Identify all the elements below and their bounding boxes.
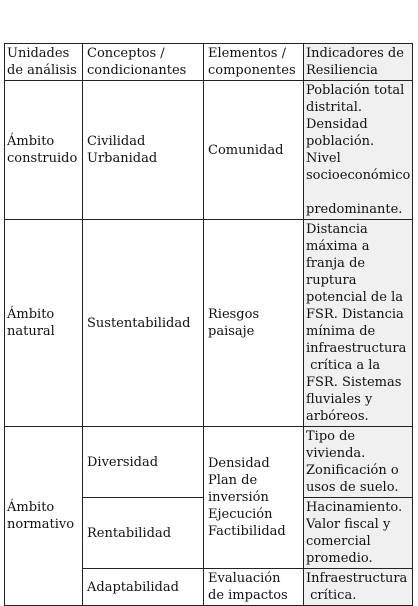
indicadores-diversidad <box>304 427 413 498</box>
indicador-line: crítica. <box>306 588 357 603</box>
elemento-line: Plan de <box>208 473 258 488</box>
indicador-line: usos de suelo. <box>306 480 399 495</box>
indicador-line: FSR. Distancia <box>306 307 404 322</box>
indicadores-natural <box>304 220 413 427</box>
indicadores-construido <box>304 81 413 220</box>
table-header-row <box>5 44 413 81</box>
table-row-construido <box>5 81 413 220</box>
indicador-line: socioeconómico <box>306 168 411 183</box>
indicador-line: ruptura <box>306 273 357 288</box>
indicador-line: población. <box>306 134 375 149</box>
indicador-line: comercial <box>306 534 371 549</box>
indicador-line: Valor fiscal y <box>306 517 391 532</box>
concepto-rentabilidad: Rentabilidad <box>83 498 204 569</box>
ambito-construido: Ámbito construido <box>5 81 83 220</box>
concepto-civilidad: Civilidad <box>87 134 146 149</box>
indicador-line: potencial de la <box>306 290 403 305</box>
indicador-line: Tipo de <box>306 429 356 444</box>
indicador-line: crítica a la <box>306 358 381 373</box>
indicador-line: Infraestructura <box>306 571 408 586</box>
elemento-line: Evaluación <box>208 571 281 586</box>
resilience-indicators-table <box>4 43 413 606</box>
concepto-urbanidad: Urbanidad <box>87 151 158 166</box>
indicador-line: Nivel <box>306 151 341 166</box>
elemento-line: de impactos <box>208 588 288 603</box>
indicador-line: mínima de <box>306 324 376 339</box>
elemento-line: inversión <box>208 490 269 505</box>
header-conceptos: Conceptos / condicionantes <box>83 44 204 81</box>
line-gap <box>306 184 410 201</box>
indicador-line: franja de <box>306 256 366 271</box>
concepto-adaptabilidad: Adaptabilidad <box>83 569 204 606</box>
table-row-natural <box>5 220 413 427</box>
ambito-natural: Ámbito natural <box>5 220 83 427</box>
conceptos-natural: Sustentabilidad <box>83 220 204 427</box>
concepto-diversidad: Diversidad <box>83 427 204 498</box>
indicador-line: Población total <box>306 83 405 98</box>
indicador-line: Hacinamiento. <box>306 500 403 515</box>
indicador-line: distrital. <box>306 100 363 115</box>
elemento-line: Ejecución <box>208 507 273 522</box>
header-indicadores: Indicadores de Resiliencia <box>304 44 413 81</box>
conceptos-construido <box>83 81 204 220</box>
elemento-line: Factibilidad <box>208 524 286 539</box>
indicador-line: arbóreos. <box>306 409 369 424</box>
indicador-line: fluviales y <box>306 392 373 407</box>
indicador-line: infraestructura <box>306 341 407 356</box>
header-elementos: Elementos / componentes <box>204 44 304 81</box>
indicadores-rentabilidad <box>304 498 413 569</box>
elementos-normativo <box>204 427 304 569</box>
indicador-line: vivienda. <box>306 446 366 461</box>
header-unidades: Unidades de análisis <box>5 44 83 81</box>
indicador-line: promedio. <box>306 551 373 566</box>
table-row-diversidad <box>5 427 413 498</box>
indicador-line: Distancia <box>306 222 368 237</box>
elemento-line: Densidad <box>208 456 270 471</box>
indicador-line: Zonificación o <box>306 463 399 478</box>
indicador-line: FSR. Sistemas <box>306 375 402 390</box>
elemento-paisaje: paisaje <box>208 324 255 339</box>
indicador-line: máxima a <box>306 239 370 254</box>
ambito-normativo: Ámbito normativo <box>5 427 83 606</box>
indicador-line: Densidad <box>306 117 368 132</box>
elementos-construido: Comunidad <box>204 81 304 220</box>
elemento-riesgos: Riesgos <box>208 307 260 322</box>
indicador-line: predominante. <box>306 202 403 217</box>
elementos-natural <box>204 220 304 427</box>
